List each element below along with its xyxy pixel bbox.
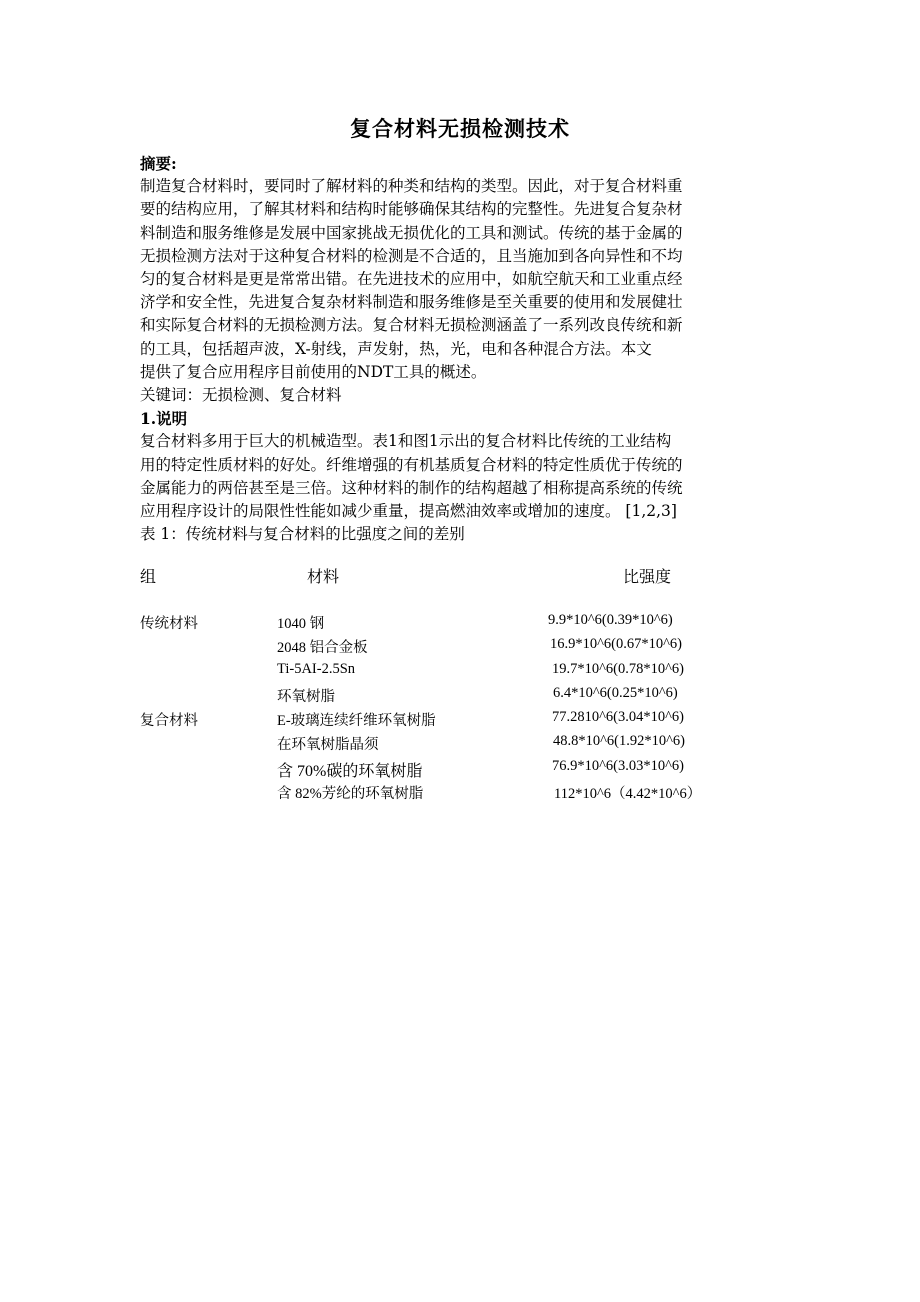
abstract-line: 无损检测方法对于这种复合材料的检测是不合适的，且当施加到各向异性和不均: [140, 246, 683, 265]
cell-group: 传统材料: [140, 616, 198, 632]
section-line: 金属能力的两倍甚至是三倍。这种材料的制作的结构超越了相称提高系统的传统: [140, 478, 683, 497]
cell-value: 77.2810^6(3.04*10^6): [552, 709, 685, 726]
abstract-line: 提供了复合应用程序目前使用的NDT工具的概述。: [140, 362, 487, 381]
keywords-line: 关键词：无损检测、复合材料: [140, 386, 342, 405]
abstract-line: 的工具，包括超声波，X-射线，声发射，热，光，电和各种混合方法。本文: [140, 339, 652, 358]
cell-material: 环氧树脂: [277, 688, 335, 705]
section-line: 复合材料多用于巨大的机械造型。表1和图1示出的复合材料比传统的工业结构: [140, 432, 672, 451]
table-caption: 表 1：传统材料与复合材料的比强度之间的差别: [140, 525, 465, 544]
table-header-row: [140, 564, 790, 588]
table-row: [140, 661, 790, 685]
abstract-line: 制造复合材料时，要同时了解材料的种类和结构的类型。因此，对于复合材料重: [140, 177, 683, 196]
cell-material: 1040 钢: [277, 616, 325, 632]
cell-group: 复合材料: [140, 713, 198, 730]
table-row: [140, 733, 790, 757]
table-row: [140, 709, 790, 733]
cell-value: 9.9*10^6(0.39*10^6): [548, 612, 673, 628]
section-line: 用的特定性质材料的好处。纤维增强的有机基质复合材料的特定性质优于传统的: [140, 455, 683, 474]
cell-material: 含 82%芳纶的环氧树脂: [277, 786, 424, 803]
cell-material: Ti-5AI-2.5Sn: [277, 660, 356, 677]
header-group: 组: [140, 569, 157, 586]
document-body: [140, 152, 788, 546]
table-row: [140, 685, 790, 709]
cell-material: 2048 铝合金板: [277, 640, 368, 657]
section-heading: 1.说明: [140, 409, 188, 429]
abstract-line: 济学和安全性，先进复合复杂材料制造和服务维修是至关重要的使用和发展健壮: [140, 293, 683, 312]
cell-value: 19.7*10^6(0.78*10^6): [552, 660, 685, 677]
cell-value: 16.9*10^6(0.67*10^6): [550, 636, 683, 653]
table-row: [140, 612, 790, 636]
abstract-line: 料制造和服务维修是发展中国家挑战无损优化的工具和测试。传统的基于金属的: [140, 223, 683, 242]
cell-material: 含 70%碳的环氧树脂: [277, 762, 423, 780]
abstract-line: 匀的复合材料是更是常常出错。在先进技术的应用中，如航空航天和工业重点经: [140, 270, 683, 289]
section-line: 应用程序设计的局限性性能如减少重量，提高燃油效率或增加的速度。 [1,2,3]: [140, 502, 677, 521]
table-spacer: [140, 588, 790, 612]
cell-value: 6.4*10^6(0.25*10^6): [553, 684, 678, 701]
cell-value: 76.9*10^6(3.03*10^6): [552, 757, 685, 774]
cell-material: 在环氧树脂晶须: [277, 737, 379, 754]
table-row: [140, 636, 790, 660]
cell-value: 48.8*10^6(1.92*10^6): [553, 733, 686, 750]
cell-material: E-玻璃连续纤维环氧树脂: [277, 713, 436, 730]
cell-value: 112*10^6（4.42*10^6）: [554, 786, 702, 803]
section-paragraph: [140, 430, 788, 523]
table-row: [140, 782, 790, 806]
header-material: 材料: [307, 569, 340, 586]
abstract-line: 要的结构应用，了解其材料和结构时能够确保其结构的完整性。先进复合复杂材: [140, 200, 683, 219]
abstract-line: 和实际复合材料的无损检测方法。复合材料无损检测涵盖了一系列改良传统和新: [140, 316, 683, 335]
header-specific-strength: 比强度: [623, 569, 672, 586]
document-title: 复合材料无损检测技术: [350, 116, 570, 141]
comparison-table: [140, 564, 790, 806]
table-row: [140, 758, 790, 782]
abstract-label: 摘要:: [140, 154, 177, 173]
abstract-paragraph: [140, 175, 788, 384]
